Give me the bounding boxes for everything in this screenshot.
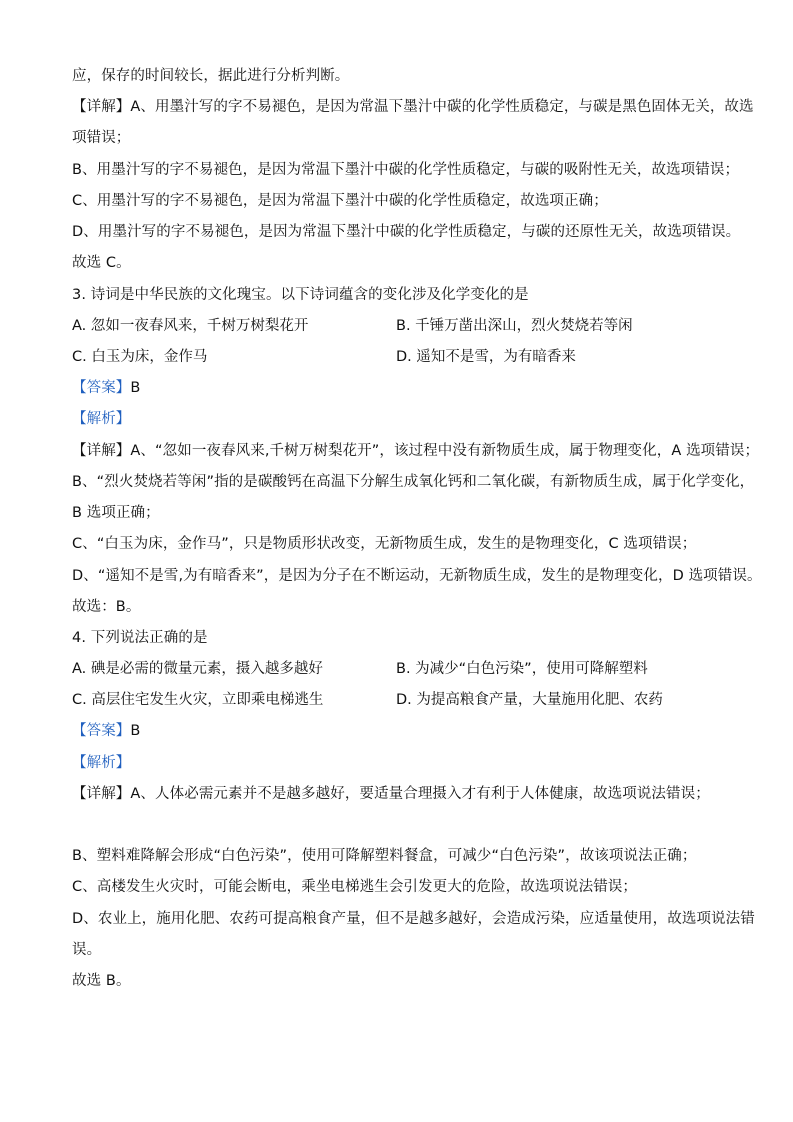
analysis-tag: 【解析】 xyxy=(72,411,131,427)
text-line: C、用墨汁写的字不易褪色，是因为常温下墨汁中碳的化学性质稳定，故选项正确； xyxy=(72,193,608,209)
text-line: 项错误； xyxy=(72,130,131,146)
q4-option-d: D. 为提高粮食产量，大量施用化肥、农药 xyxy=(396,692,663,708)
q4-detail-b: B、塑料难降解会形成“白色污染”，使用可降解塑料餐盒，可减少“白色污染”，故该项说法正确； xyxy=(72,848,697,864)
q4-conclusion: 故选 B。 xyxy=(72,973,131,989)
text-line: B、用墨汁写的字不易褪色，是因为常温下墨汁中碳的化学性质稳定，与碳的吸附性无关，故选项错误； xyxy=(72,162,740,178)
q4-analysis xyxy=(72,753,732,773)
q3-detail-b-cont: B 选项正确； xyxy=(72,505,160,521)
q3-detail-a: 【详解】A、“忽如一夜春风来,千树万树梨花开”，该过程中没有新物质生成，属于物理变化，A 选项错误； xyxy=(72,443,760,459)
detail-tag: 【详解】 xyxy=(72,786,131,802)
q3-detail-c: C、“白玉为床，金作马”，只是物质形状改变，无新物质生成，发生的是物理变化，C 选项错误； xyxy=(72,536,697,552)
q4-detail-d: D、农业上，施用化肥、农药可提高粮食产量，但不是越多越好，会造成污染，应适量使用，故选项说法错 xyxy=(72,911,755,927)
text-line: D、用墨汁写的字不易褪色，是因为常温下墨汁中碳的化学性质稳定，与碳的还原性无关，故选项错误。 xyxy=(72,224,741,240)
detail-tag: 【详解】 xyxy=(72,443,131,459)
q3-option-b: B. 千锤万凿出深山，烈火焚烧若等闲 xyxy=(396,318,633,334)
q4-detail-c: C、高楼发生火灾时，可能会断电，乘坐电梯逃生会引发更大的危险，故选项说法错误； xyxy=(72,879,638,895)
text-line: 应，保存的时间较长，据此进行分析判断。 xyxy=(72,68,350,84)
conclusion-line: 故选 C。 xyxy=(72,255,131,271)
q3-detail-d: D、“遥知不是雪,为有暗香来”，是因为分子在不断运动，无新物质生成，发生的是物理变化，D 选项错误。 xyxy=(72,568,762,584)
detail-line: 【详解】A、用墨汁写的字不易褪色，是因为常温下墨汁中碳的化学性质稳定，与碳是黑色固体无关，故选 xyxy=(72,99,754,115)
analysis-tag: 【解析】 xyxy=(72,755,131,771)
q4-detail-a: 【详解】A、人体必需元素并不是越多越好，要适量合理摄入才有利于人体健康，故选项说法错误； xyxy=(72,786,710,802)
question-3-stem: 3. 诗词是中华民族的文化瑰宝。以下诗词蕴含的变化涉及化学变化的是 xyxy=(72,287,529,303)
answer-tag: 【答案】 xyxy=(72,723,131,739)
question-4-stem: 4. 下列说法正确的是 xyxy=(72,630,208,646)
q4-answer: 【答案】B xyxy=(72,723,141,739)
q3-detail-b: B、“烈火焚烧若等闲”指的是碳酸钙在高温下分解生成氧化钙和二氧化碳，有新物质生成，属于化学变化， xyxy=(72,474,755,490)
q3-option-a: A. 忽如一夜春风来，千树万树梨花开 xyxy=(72,318,309,334)
q4-option-a: A. 碘是必需的微量元素，摄入越多越好 xyxy=(72,661,323,677)
q3-answer: 【答案】B xyxy=(72,380,141,396)
q4-detail-d-cont: 误。 xyxy=(72,942,102,958)
q3-option-c: C. 白玉为床，金作马 xyxy=(72,349,208,365)
q4-option-b: B. 为减少“白色污染”，使用可降解塑料 xyxy=(396,661,648,677)
q4-option-c: C. 高层住宅发生火灾，立即乘电梯逃生 xyxy=(72,692,324,708)
answer-tag: 【答案】 xyxy=(72,380,131,396)
q3-conclusion: 故选：B。 xyxy=(72,599,141,615)
detail-tag: 【详解】 xyxy=(72,99,131,115)
q3-analysis xyxy=(72,409,732,429)
q3-option-d: D. 遥知不是雪，为有暗香来 xyxy=(396,349,576,365)
